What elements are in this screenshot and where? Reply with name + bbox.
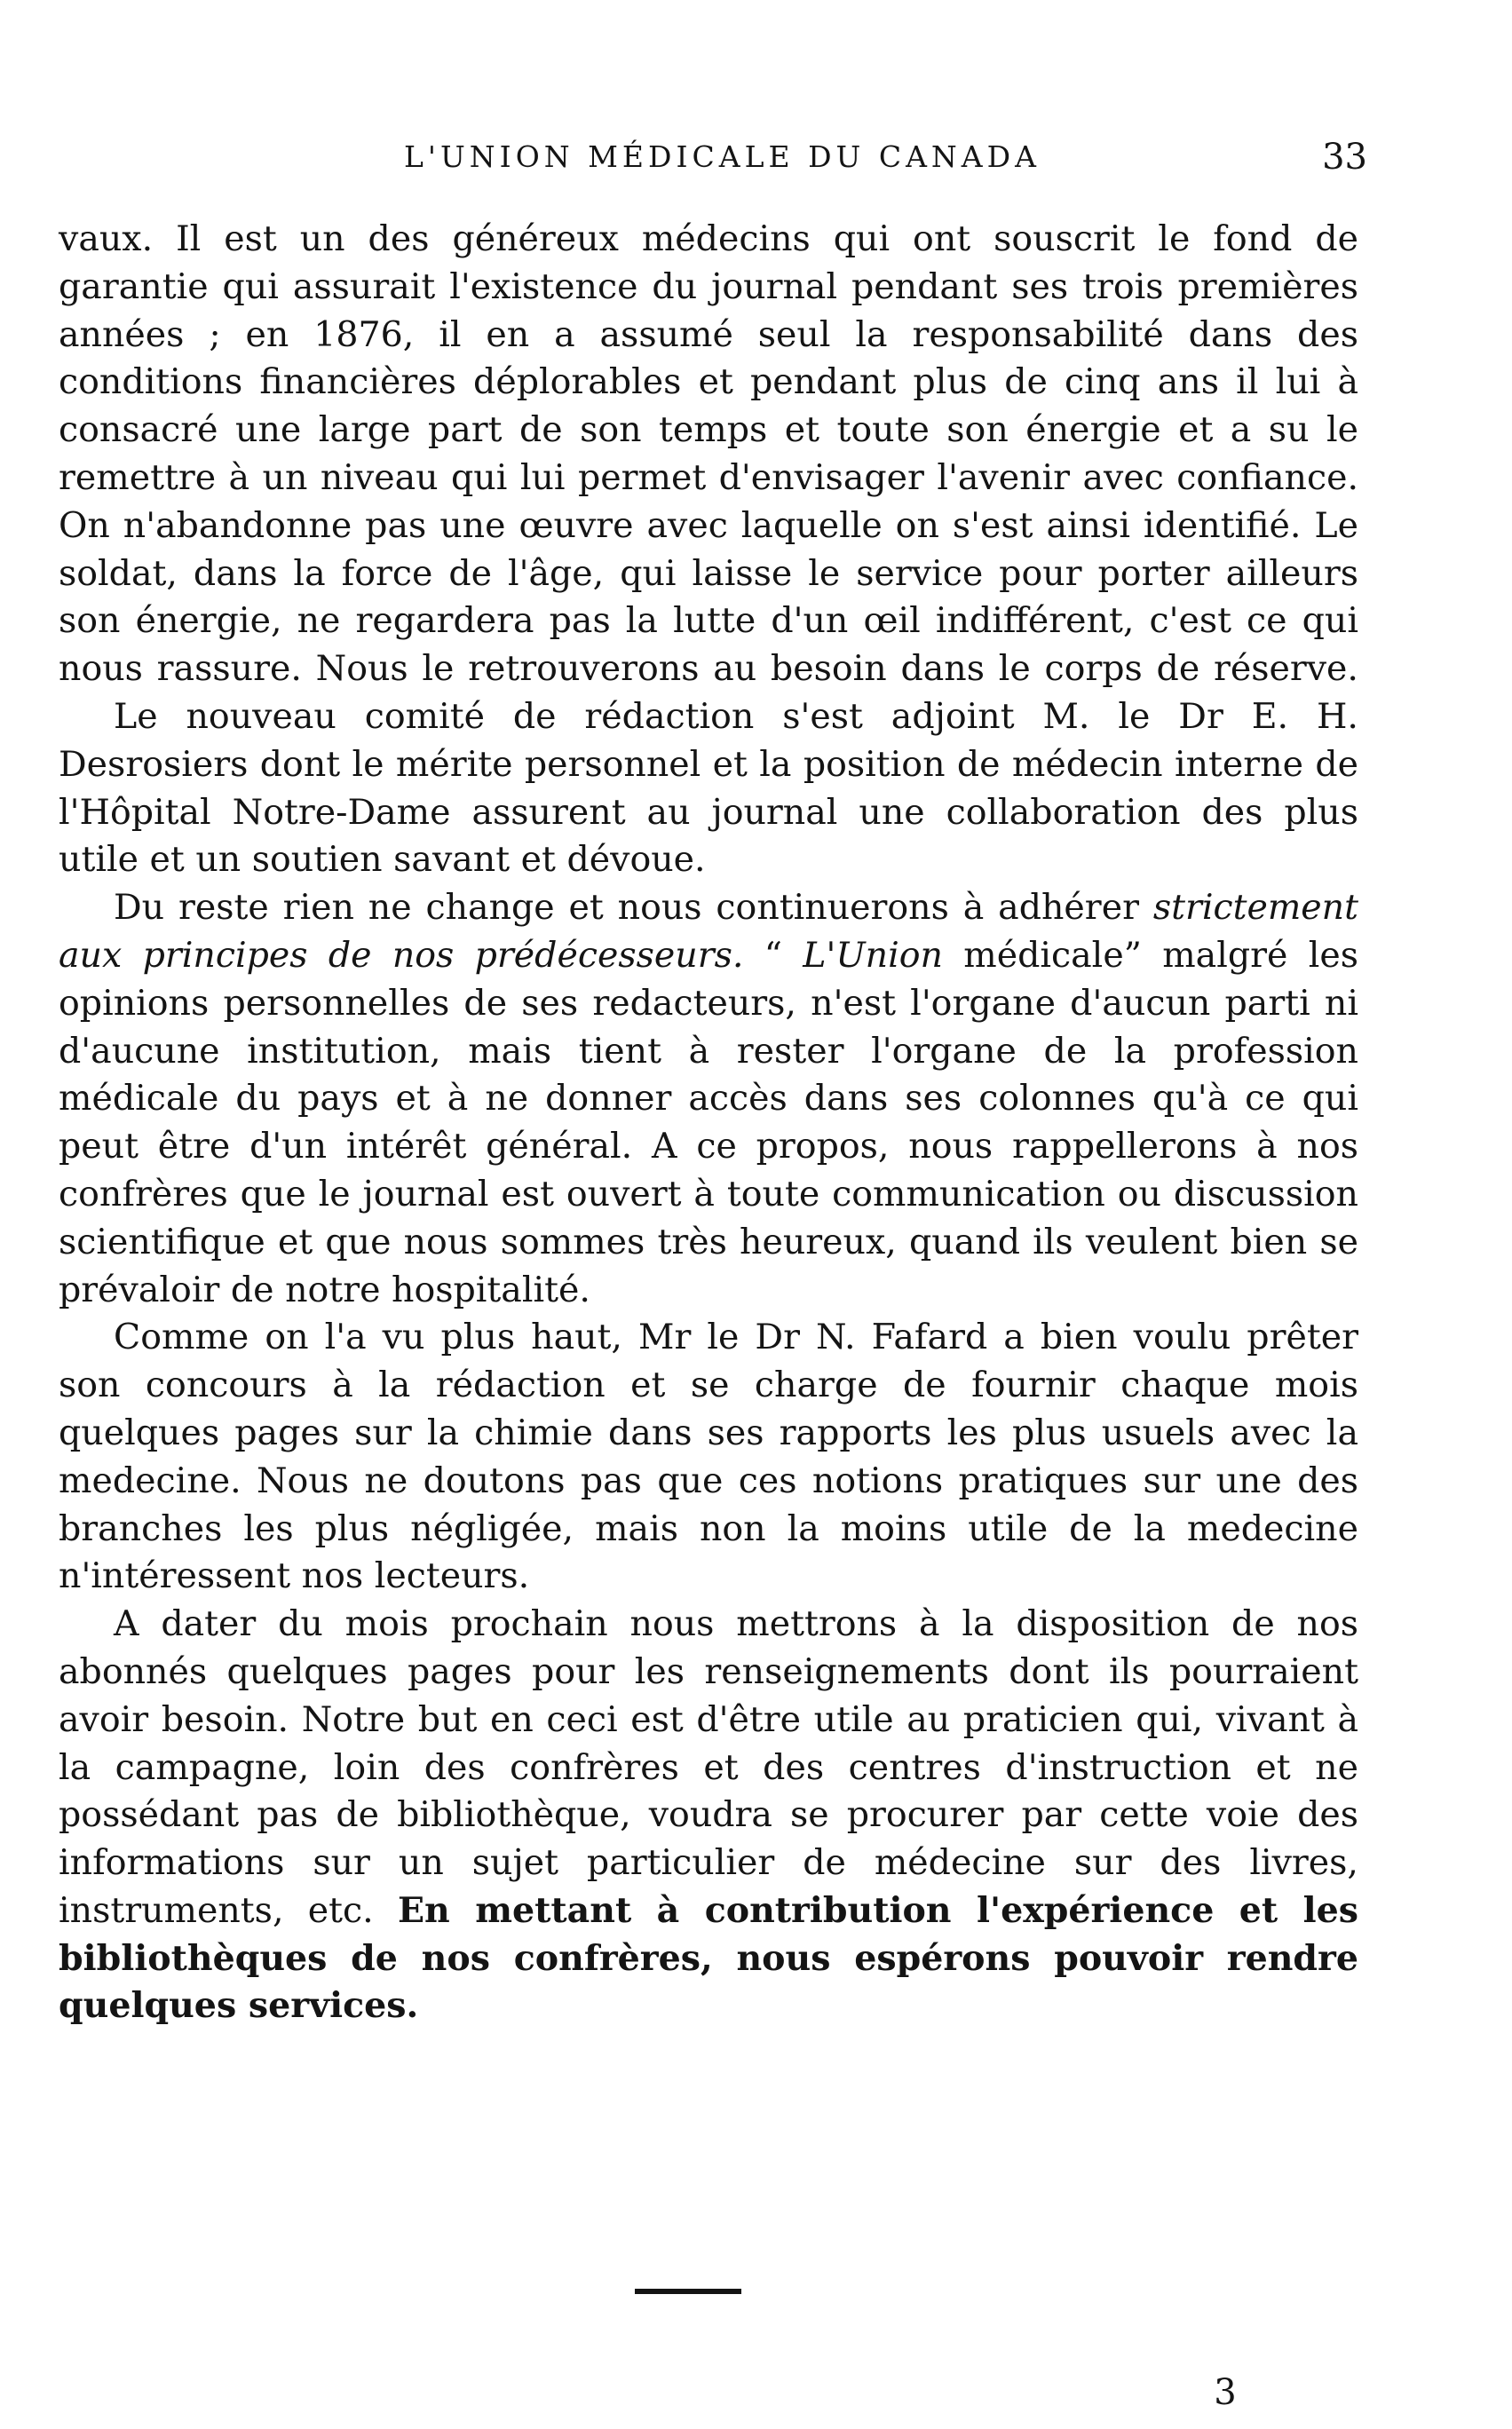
bold-run: En mettant à contribution l'expérience et les bibliothèques de nos confrères, nous espérons pouvoir rendre quelques services.	[59, 1889, 1358, 2027]
page-number: 33	[1322, 137, 1367, 178]
text-run: vaux. Il est un des généreux médecins qui ont souscrit le fond de garantie qui assurait l'existence du journal pendant ses trois premières années ; en 1876, il en a assumé seul la responsabilité dans des conditions financières déplorables et pendant plus de cinq ans il lui à consacré une large part de son temps et toute son énergie et a su le remettre à un niveau qui lui permet d'envisager l'avenir avec confiance. On n'abandonne pas une œuvre avec laquelle on s'est ainsi identifié. Le soldat, dans la force de l'âge, qui laisse le service pour porter ailleurs son énergie, ne regardera pas la lutte d'un œil indifférent, c'est ce qui nous rassure. Nous le retrouverons au besoin dans le corps de réserve.	[59, 218, 1358, 690]
section-end-rule	[635, 2289, 741, 2294]
paragraph	[59, 693, 1358, 884]
paragraph	[59, 1314, 1358, 1601]
italic-run: strictement aux principes de nos prédécesseurs.	[59, 887, 1358, 976]
paragraph	[59, 1601, 1358, 2030]
signature-mark: 3	[1214, 2372, 1237, 2413]
running-header: L'UNION MÉDICALE DU CANADA	[404, 139, 1041, 174]
article-body	[59, 216, 1358, 2030]
paragraph	[59, 216, 1358, 693]
text-run: médicale” malgré les opinions personnelles de ses redacteurs, n'est l'organe d'aucun parti ni d'aucune institution, mais tient à rester l'organe de la profession médicale du pays et à ne donner accès dans ses colonnes qu'à ce qui peut être d'un intérêt général. A ce propos, nous rappellerons à nos confrères que le journal est ouvert à toute communication ou discussion scientifique et que nous sommes très heureux, quand ils veulent bien se prévaloir de notre hospitalité.	[59, 934, 1358, 1310]
text-run: A dater du mois prochain nous mettrons à la disposition de nos abonnés quelques pages pour les renseignements dont ils pourraient avoir besoin. Notre but en ceci est d'être utile au praticien qui, vivant à la campagne, loin des confrères et des centres d'instruction et ne possédant pas de bibliothèque, voudra se procurer par cette voie des informations sur un sujet particulier de médecine sur des livres, instruments, etc.	[59, 1603, 1358, 1931]
italic-run: L'Union	[803, 934, 943, 976]
text-run: Le nouveau comité de rédaction s'est adjoint M. le Dr E. H. Desrosiers dont le mérite personnel et la position de médecin interne de l'Hôpital Notre-Dame assurent au journal une collaboration des plus utile et un soutien savant et dévoue.	[59, 695, 1358, 881]
text-run: Comme on l'a vu plus haut, Mr le Dr N. Fafard a bien voulu prêter son concours à la rédaction et se charge de fournir chaque mois quelques pages sur la chimie dans ses rapports les plus usuels avec la medecine. Nous ne doutons pas que ces notions pratiques sur une des branches les plus négligée, mais non la moins utile de la medecine n'intéressent nos lecteurs.	[59, 1317, 1358, 1597]
paragraph	[59, 884, 1358, 1314]
text-run: “	[743, 934, 803, 976]
text-run: Du reste rien ne change et nous continuerons à adhérer	[114, 887, 1153, 929]
